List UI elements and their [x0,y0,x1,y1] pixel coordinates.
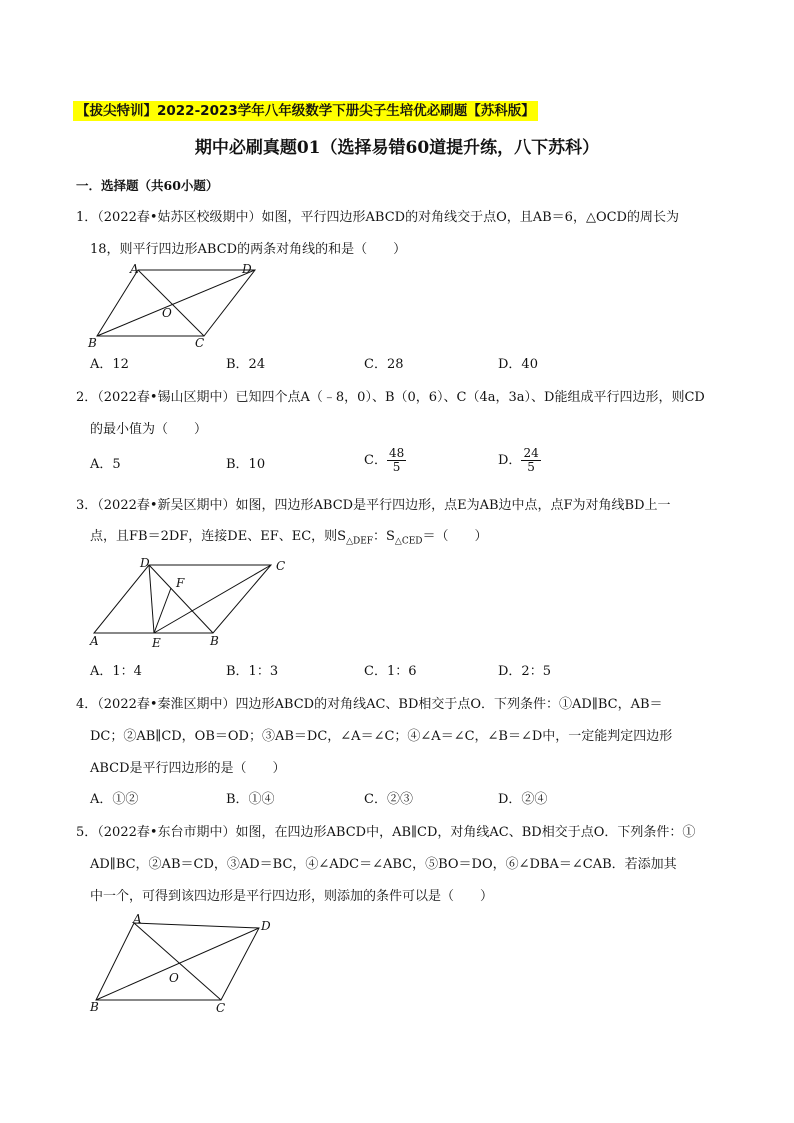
q1-label-d: D [242,262,252,276]
q3-option-d[interactable]: D．2：5 [498,664,551,679]
q3-option-a[interactable]: A．1：4 [90,664,142,679]
q1-option-c[interactable]: C．28 [364,357,404,372]
q5-label-c: C [216,1001,226,1015]
q2-option-d[interactable] [498,447,541,474]
q3-label-e: E [152,636,161,650]
q5-line3: 中一个，可得到该四边形是平行四边形，则添加的条件可以是（ ） [90,889,494,904]
q5-diagonal-bd [96,928,259,1000]
q4-line3: ABCD是平行四边形的是（ ） [90,761,286,776]
q2-option-c[interactable] [364,447,406,474]
q1-line1: 1．（2022春•姑苏区校级期中）如图，平行四边形ABCD的对角线交于点O，且AB＝6，△OCD的周长为 [76,210,679,225]
q2-option-d-label: D． [498,452,522,468]
q1-option-d[interactable]: D．40 [498,357,538,372]
q2-option-b[interactable]: B．10 [226,457,266,472]
q4-option-b[interactable]: B．①④ [226,792,275,807]
q3-option-b[interactable]: B．1：3 [226,664,279,679]
q3-label-f: F [176,576,185,590]
q1-figure [80,258,270,350]
q3-label-c: C [276,559,286,573]
q4-line2: DC；②AB∥CD，OB＝OD；③AB＝DC，∠A＝∠C；④∠A＝∠C，∠B＝∠D中，一定能判定四边形 [90,729,673,744]
q5-diagonal-ac [134,923,221,1000]
q1-diagonal-bd [97,270,255,336]
page-title: 期中必刷真题01（选择易错60道提升练，八下苏科） [194,138,600,158]
q1-label-o: O [162,306,172,320]
q3-segment-ef [154,588,171,633]
q2-option-c-fraction: $\frac{48}{5}$ [388,446,405,474]
q5-label-b: B [90,1000,99,1014]
q4-option-c[interactable]: C．②③ [364,792,413,807]
q3-segment-ec [154,565,271,633]
q3-sub-ced: △CED [394,536,423,547]
q4-option-a[interactable]: A．①② [90,792,139,807]
q3-label-a: A [90,634,99,648]
q1-diagonal-ac [138,270,204,336]
q2-line2: 的最小值为（ ） [90,422,208,437]
q1-line2: 18，则平行四边形ABCD的两条对角线的和是（ ） [90,242,407,257]
q1-option-a[interactable]: A．12 [90,357,129,372]
section-title: 一．选择题（共60小题） [76,178,219,193]
q4-line1: 4．（2022春•秦淮区期中）四边形ABCD的对角线AC、BD相交于点O．下列条件：①AD∥BC，AB＝ [76,697,663,712]
q5-figure [84,908,284,1018]
q3-segment-de [149,565,154,633]
q3-sub-def: △DEF [346,536,374,547]
q3-label-b: B [210,634,219,648]
q1-label-b: B [88,336,97,350]
q3-line2: 点，且FB＝2DF，连接DE、EF、EC，则$S_{\triangle DEF}$：$S_{\triangle CED}=$（ ） [90,529,488,547]
q5-label-o: O [169,971,179,985]
header-banner: 【拔尖特训】2022-2023学年八年级数学下册尖子生培优必刷题【苏科版】 [73,101,538,121]
q5-label-d: D [261,919,271,933]
q1-option-b[interactable]: B．24 [226,357,266,372]
q1-label-c: C [195,336,205,350]
q1-label-a: A [130,262,139,276]
q2-option-a[interactable]: A．5 [90,457,121,472]
q3-option-c[interactable]: C．1：6 [364,664,417,679]
q3-line1: 3．（2022春•新吴区期中）如图，四边形ABCD是平行四边形，点E为AB边中点，点F为对角线BD上一 [76,498,671,513]
q4-option-d[interactable]: D．②④ [498,792,548,807]
q2-option-c-label: C． [364,452,387,468]
q5-label-a: A [133,912,142,926]
q3-figure [86,553,296,653]
q2-line1: 2．（2022春•锡山区期中）已知四个点A（﹣8，0）、B（0，6）、C（4a，3a）、D能组成平行四边形，则CD [76,390,705,405]
q3-label-d: D [140,556,150,570]
q2-option-d-fraction: $\frac{24}{5}$ [523,446,539,474]
q5-line2: AD∥BC，②AB＝CD，③AD＝BC，④∠ADC＝∠ABC，⑤BO＝DO，⑥∠DBA＝∠CAB．若添加其 [90,857,677,872]
q5-line1: 5．（2022春•东台市期中）如图，在四边形ABCD中，AB∥CD，对角线AC、BD相交于点O．下列条件：① [76,825,696,840]
